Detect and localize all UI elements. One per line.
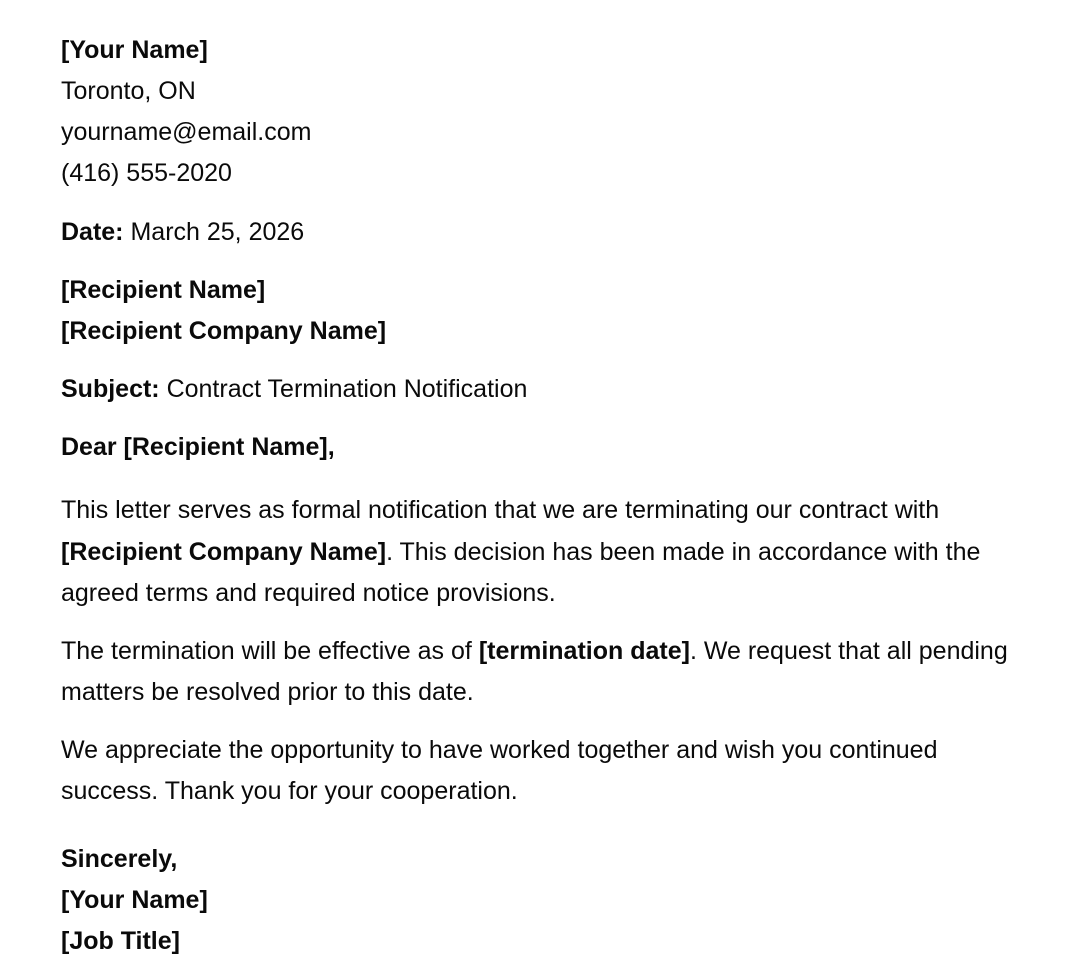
body-paragraph-3: We appreciate the opportunity to have worked together and wish you continued success. Thank you for your cooperation.: [61, 735, 938, 805]
sender-address-block: [61, 30, 1018, 194]
salutation: Dear [Recipient Name],: [61, 433, 335, 461]
subject-label: Subject:: [61, 375, 160, 403]
closing-signature-name: [Your Name]: [61, 885, 208, 914]
sender-email: yourname@email.com: [61, 118, 312, 146]
subject-line: [61, 369, 1018, 410]
recipient-address-block: [61, 270, 1018, 352]
recipient-company: [Recipient Company Name]: [61, 317, 387, 345]
paragraph-1-bold-company: [Recipient Company Name]: [61, 537, 387, 566]
closing-block: [61, 839, 1018, 962]
letter-body: [61, 30, 1018, 962]
paragraph-1-text-after: . This decision has been made in accordance with the agreed terms and required notice provisions.: [61, 537, 981, 607]
paragraph-2-bold-termination-date: [termination date]: [478, 636, 690, 665]
recipient-name: [Recipient Name]: [61, 276, 266, 304]
paragraph-2-text-before: The termination will be effective as of: [61, 636, 479, 665]
subject-value: Contract Termination Notification: [159, 375, 528, 403]
paragraph-2-text-after: . We request that all pending matters be resolved prior to this date.: [61, 636, 1008, 706]
paragraph-1-text-before: This letter serves as formal notification that we are terminating our contract with: [61, 496, 940, 524]
sender-name: [Your Name]: [61, 36, 208, 64]
body-paragraph-1: [61, 490, 1018, 615]
sender-phone: (416) 555-2020: [61, 159, 232, 187]
closing-job-title: [Job Title]: [61, 926, 180, 955]
sender-location: Toronto, ON: [61, 77, 196, 105]
date-value: March 25, 2026: [123, 218, 305, 246]
date-label: Date:: [61, 218, 124, 246]
body-paragraph-2: [61, 631, 1018, 714]
date-line: [61, 212, 1018, 253]
closing-valediction: Sincerely,: [61, 844, 178, 873]
